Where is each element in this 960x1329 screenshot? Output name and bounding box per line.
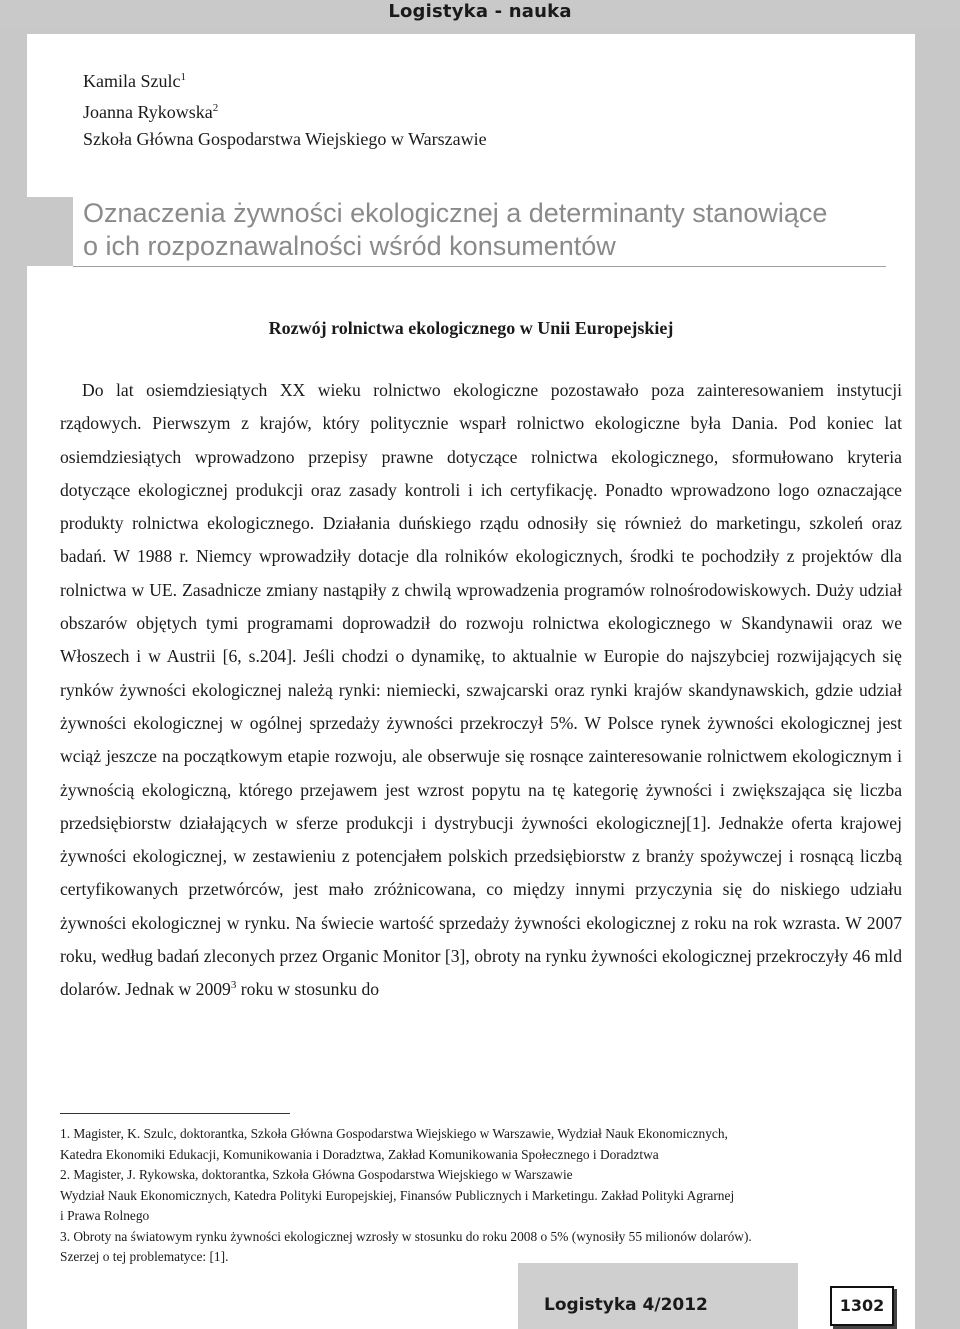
body-text bbox=[60, 374, 902, 1007]
page bbox=[27, 34, 915, 1329]
article-title-line-1: Oznaczenia żywności ekologicznej a determinanty stanowiące bbox=[83, 198, 828, 228]
footnote-ref-3: 3 bbox=[230, 979, 237, 992]
author-1-name: Kamila Szulc bbox=[83, 71, 181, 91]
author-2 bbox=[83, 95, 487, 126]
author-block bbox=[83, 64, 487, 153]
body-paragraph bbox=[60, 374, 902, 1007]
footnote-line: Wydział Nauk Ekonomicznych, Katedra Polityki Europejskiej, Finansów Publicznych i Marketingu. Zakład Polityki Agrarnej bbox=[60, 1187, 735, 1203]
title-divider bbox=[73, 266, 886, 267]
footnotes bbox=[60, 1124, 905, 1268]
footnote-line: 1. Magister, K. Szulc, doktorantka, Szkoła Główna Gospodarstwa Wiejskiego w Warszawie, Wydział Nauk Ekonomicznych, bbox=[60, 1126, 728, 1141]
author-2-footnote-ref: 2 bbox=[212, 102, 219, 114]
running-header-label: Logistyka - nauka bbox=[388, 1, 572, 22]
running-header bbox=[0, 0, 960, 30]
author-2-name: Joanna Rykowska bbox=[83, 102, 213, 122]
body-paragraph-tail: roku w stosunku do bbox=[236, 979, 380, 1000]
footnote-divider bbox=[60, 1113, 290, 1114]
footnote-line: 2. Magister, J. Rykowska, doktorantka, Szkoła Główna Gospodarstwa Wiejskiego w Warszawie bbox=[60, 1167, 573, 1182]
body-paragraph-text: Do lat osiemdziesiątych XX wieku rolnictwo ekologiczne pozostawało poza zainteresowaniem instytucji rządowych. Pierwszym z krajów, który politycznie wsparł rolnictwo ekologiczne była Dania. Pod koniec lat osiemdziesiątych wprowadzono przepisy prawne dotyczące rolnictwa ekologicznego, sformułowano kryteria dotyczące ekologicznej produkcji oraz zasady kontroli i ich certyfikację. Ponadto wprowadzono logo oznaczające produkty rolnictwa ekologicznego. Działania duńskiego rządu odnosiły się również do marketingu, szkoleń oraz badań. W 1988 r. Niemcy wprowadziły dotacje dla rolników ekologicznych, środki te pochodziły z projektów dla rolnictwa w UE. Zasadnicze zmiany nastąpiły z chwilą wprowadzenia programów rolnośrodowiskowych. Duży udział obszarów objętych tymi programami doprowadził do rozwoju rolnictwa ekologicznego w Skandynawii oraz we Włoszech i w Austrii [6, s.204]. Jeśli chodzi o dynamikę, to aktualnie w Europie do najszybciej rozwijających się rynków żywności ekologicznej należą rynki: niemiecki, szwajcarski oraz rynki krajów skandynawskich, gdzie udział żywności ekologicznej w ogólnej sprzedaży żywności przekroczył 5%. W Polsce rynek żywności ekologicznej jest wciąż jeszcze na początkowym etapie rozwoju, ale obserwuje się rosnące zainteresowanie rolnictwem ekologicznym i żywnością ekologiczną, którego przejawem jest wzrost popytu na tę kategorię żywności i zwiększająca się liczba przedsiębiorstw działających w sferze produkcji i dystrybucji żywności ekologicznej[1]. Jednakże oferta krajowej żywności ekologicznej, w zestawieniu z potencjałem polskich przedsiębiorstw z branży spożywczej i rosnącą liczbą certyfikowanych przetwórców, jest mało zróżnicowana, co między innymi przyczynia się do niskiego udziału żywności ekologicznej w rynku. Na świecie wartość sprzedaży żywności ekologicznej z roku na rok wzrasta. W 2007 roku, według badań zleconych przez Organic Monitor [3], obroty na rynku żywności ekologicznej przekroczyły 46 mld dolarów. Jednak w 2009 bbox=[60, 380, 902, 1000]
author-1-footnote-ref: 1 bbox=[180, 71, 186, 83]
footnote-line: 3. Obroty na światowym rynku żywności ekologicznej wzrosły w stosunku do roku 2008 o 5% (wynosiły 55 milionów dolarów). bbox=[60, 1228, 752, 1244]
footnote-line: Katedra Ekonomiki Edukacji, Komunikowania i Doradztwa, Zakład Komunikowania Społecznego i Doradztwa bbox=[60, 1146, 659, 1162]
section-heading: Rozwój rolnictwa ekologicznego w Unii Europejskiej bbox=[268, 318, 674, 338]
page-number: 1302 bbox=[830, 1286, 894, 1326]
footnote-line: i Prawa Rolnego bbox=[60, 1208, 150, 1223]
footnote-line: Szerzej o tej problematyce: [1]. bbox=[60, 1249, 229, 1264]
affiliation: Szkoła Główna Gospodarstwa Wiejskiego w Warszawie bbox=[83, 129, 487, 149]
article-title bbox=[83, 197, 903, 263]
author-1 bbox=[83, 64, 487, 95]
title-accent-box bbox=[0, 197, 73, 266]
article-title-line-2: o ich rozpoznawalności wśród konsumentów bbox=[83, 231, 616, 261]
journal-name: Logistyka 4/2012 bbox=[518, 1263, 798, 1329]
